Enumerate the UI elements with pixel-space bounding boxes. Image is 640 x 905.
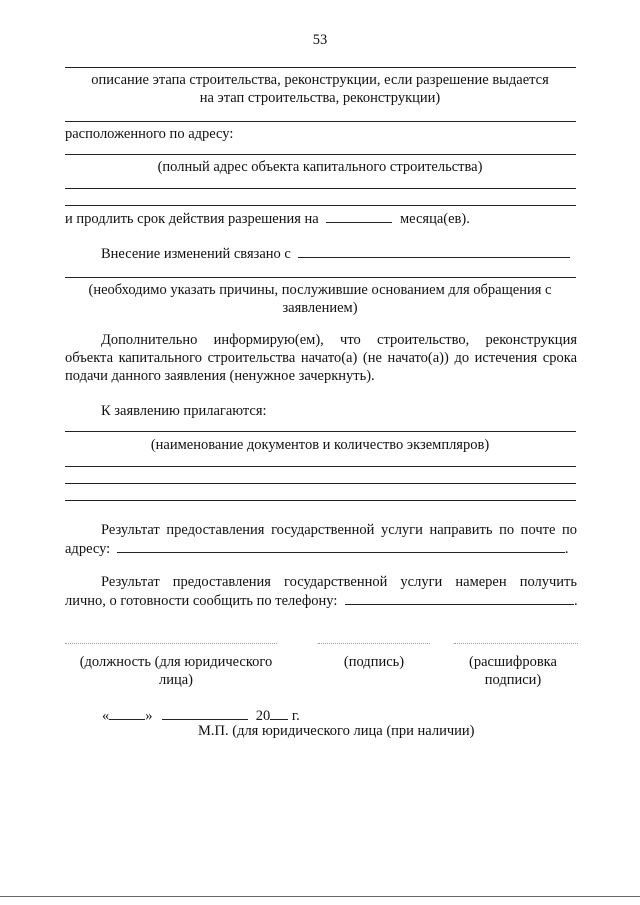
date-open-quote: «	[102, 708, 110, 724]
phone-label: лично, о готовности сообщить по телефону:	[65, 593, 338, 609]
mail-address-row	[65, 539, 568, 558]
mail-address-label: адресу:	[65, 541, 111, 557]
decoding-signature-line[interactable]	[454, 643, 578, 644]
address-extra-line-1[interactable]	[65, 188, 576, 189]
extend-text-after: месяца(ев).	[400, 211, 470, 227]
info-paragraph: Дополнительно информирую(ем), что строительство, реконструкция объекта капитального строительства начато(а) (не начато(а)) до истечения срока подачи данного заявления (ненужное зачеркнуть).	[65, 332, 577, 384]
docs-caption: (наименование документов и количество экземпляров)	[150, 437, 490, 453]
address-caption: (полный адрес объекта капитального строительства)	[157, 159, 483, 175]
position-signature-line[interactable]	[65, 643, 277, 644]
reasons-caption-line1: (необходимо указать причины, послужившие основанием для обращения с	[88, 282, 552, 298]
documents-line-2[interactable]	[65, 466, 576, 467]
signature-line[interactable]	[318, 643, 430, 644]
date-year-field[interactable]	[270, 706, 288, 720]
page-bottom-rule	[0, 896, 640, 897]
date-close-quote: »	[145, 708, 153, 724]
mail-period: .	[564, 541, 569, 557]
changes-row	[101, 244, 577, 263]
attachments-label: К заявлению прилагаются:	[101, 403, 267, 419]
date-month-field[interactable]	[162, 706, 248, 720]
reasons-caption-line2: заявлением)	[282, 300, 358, 316]
mail-line1: Результат предоставления государственной услуги направить по почте по	[101, 522, 577, 538]
stage-caption-line2: на этап строительства, реконструкции)	[199, 90, 441, 106]
documents-line-3[interactable]	[65, 483, 576, 484]
mail-address-field[interactable]	[117, 539, 565, 553]
stage-caption-line1: описание этапа строительства, реконструкции, если разрешение выдается	[91, 72, 549, 88]
address-extra-line-2[interactable]	[65, 205, 576, 206]
extend-text-before: и продлить срок действия разрешения на	[65, 211, 319, 227]
changes-label: Внесение изменений связано с	[101, 246, 291, 262]
phone-field[interactable]	[345, 591, 574, 605]
extend-term-row	[65, 209, 470, 228]
personal-line1: Результат предоставления государственной услуги намерен получить	[101, 574, 577, 590]
sig-decoding-line2: подписи)	[484, 672, 542, 688]
sig-position-line2: лица)	[158, 672, 194, 688]
date-day-field[interactable]	[109, 706, 145, 720]
sig-position-line1: (должность (для юридического	[79, 654, 273, 670]
located-label: расположенного по адресу:	[65, 126, 234, 142]
sig-decoding-line1: (расшифровка	[469, 654, 557, 670]
sig-signature-caption: (подпись)	[343, 654, 405, 670]
date-year-suffix: г.	[291, 708, 300, 724]
phone-period: .	[574, 593, 578, 609]
object-name-line[interactable]	[65, 121, 576, 122]
documents-line-4[interactable]	[65, 500, 576, 501]
sig-decoding-caption	[446, 653, 580, 689]
changes-field[interactable]	[298, 244, 570, 258]
date-year-prefix: 20	[255, 708, 271, 724]
changes-field-line-2[interactable]	[65, 277, 576, 278]
stamp-label: М.П. (для юридического лица (при наличии)	[198, 723, 475, 739]
phone-row	[65, 591, 578, 610]
sig-position-caption	[60, 653, 292, 689]
address-field-line[interactable]	[65, 154, 576, 155]
stage-field-line[interactable]	[65, 67, 576, 68]
page-number: 53	[312, 32, 328, 48]
documents-field-line[interactable]	[65, 431, 576, 432]
months-field[interactable]	[326, 209, 392, 223]
